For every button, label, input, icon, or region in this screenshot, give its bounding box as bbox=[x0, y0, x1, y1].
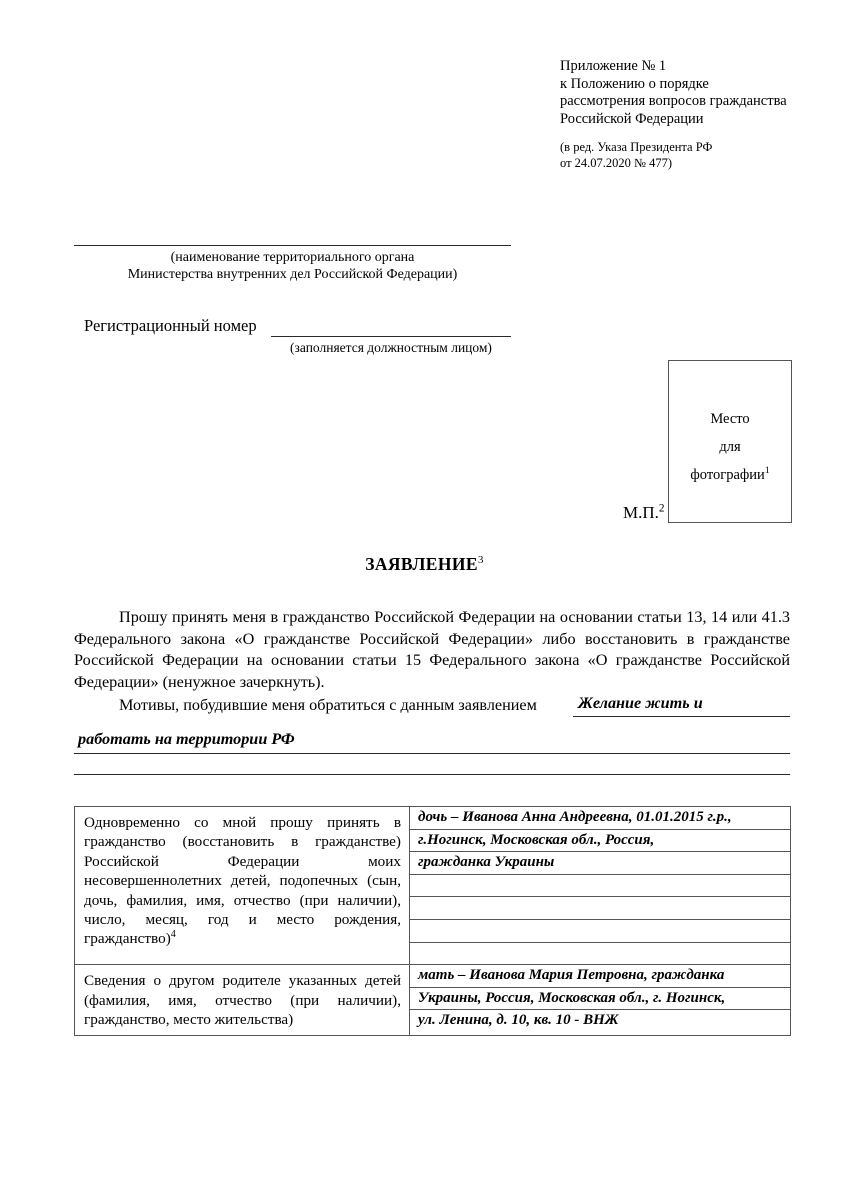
photo-line-3-text: фотографии bbox=[690, 467, 765, 483]
list-item bbox=[410, 807, 790, 829]
minor-children-value-line-5[interactable] bbox=[410, 897, 790, 920]
motives-value-line-2[interactable]: работать на территории РФ bbox=[78, 730, 295, 748]
stamp-footnote-marker: 2 bbox=[658, 502, 665, 515]
other-parent-value-line-1[interactable]: мать – Иванова Мария Петровна, гражданка bbox=[410, 965, 790, 987]
photo-placeholder-box[interactable] bbox=[668, 360, 792, 523]
minor-children-value-line-6[interactable] bbox=[410, 919, 790, 942]
list-item bbox=[410, 965, 790, 987]
list-item bbox=[410, 874, 790, 897]
list-item bbox=[410, 987, 790, 1010]
application-body-paragraph: Прошу принять меня в гражданство Российской Федерации на основании статьи 13, 14 или 41.3 Федерального закона «О гражданстве Российской Федерации» либо восстановить в гражданстве Российской Федерации на основании статьи 15 Федерального закона «О гражданстве Российской Федерации» (ненужное зачеркнуть). bbox=[74, 608, 790, 691]
registration-number-input[interactable] bbox=[271, 336, 511, 337]
other-parent-value-line-2[interactable]: Украины, Россия, Московская обл., г. Ногинск, bbox=[410, 987, 790, 1010]
minor-children-label-cell bbox=[75, 807, 410, 965]
stamp-place-text: М.П. bbox=[623, 503, 659, 522]
document-title-footnote-marker: 3 bbox=[477, 554, 484, 567]
photo-placeholder-text bbox=[669, 405, 791, 489]
motives-label: Мотивы, побудившие меня обратиться с данным заявлением bbox=[119, 696, 537, 714]
minor-children-value-line-4[interactable] bbox=[410, 874, 790, 897]
minor-children-label bbox=[75, 807, 409, 955]
list-item bbox=[410, 1010, 790, 1032]
appendix-edition-line-2: от 24.07.2020 № 477) bbox=[560, 155, 673, 170]
minor-children-value-lines bbox=[410, 807, 790, 964]
minor-children-value-line-2[interactable]: г.Ногинск, Московская обл., Россия, bbox=[410, 829, 790, 852]
appendix-edition-line-1: (в ред. Указа Президента РФ bbox=[560, 140, 713, 154]
organ-name-caption bbox=[74, 249, 511, 283]
other-parent-value-line-3[interactable]: ул. Ленина, д. 10, кв. 10 - ВНЖ bbox=[418, 1012, 619, 1029]
photo-line-2: для bbox=[719, 439, 741, 455]
minor-children-value-line-1[interactable]: дочь – Иванова Анна Андреевна, 01.01.2015 г.р., bbox=[410, 807, 790, 829]
appendix-header bbox=[560, 58, 840, 171]
organ-caption-line-2: Министерства внутренних дел Российской Федерации) bbox=[127, 267, 458, 282]
photo-line-1: Место bbox=[710, 411, 750, 427]
appendix-header-line-4: Российской Федерации bbox=[560, 110, 704, 127]
minor-children-label-text: Одновременно со мной прошу принять в гражданство (восстановить в гражданстве) Российской Федерации моих несовершеннолетних детей, подопечных (сын, дочь, фамилия, имя, отчество (при наличии), число, месяц, год и место рождения, гражданство) bbox=[84, 814, 401, 948]
motives-rule-2 bbox=[74, 753, 790, 754]
registration-number-label: Регистрационный номер bbox=[84, 316, 257, 335]
list-item bbox=[410, 852, 790, 875]
appendix-header-line-1: Приложение № 1 bbox=[560, 58, 667, 74]
other-parent-label: Сведения о другом родителе указанных детей (фамилия, имя, отчество (при наличии), гражданство, место жительства) bbox=[84, 972, 401, 1028]
table-row bbox=[75, 807, 791, 965]
photo-footnote-marker: 1 bbox=[764, 465, 770, 477]
other-parent-label-cell bbox=[75, 965, 410, 1036]
minor-children-value-line-3[interactable]: гражданка Украины bbox=[410, 852, 790, 875]
motives-value-line-1[interactable]: Желание жить и bbox=[578, 694, 703, 712]
registration-number-caption: (заполняется должностным лицом) bbox=[290, 340, 492, 355]
minor-children-value-line-7[interactable] bbox=[410, 942, 790, 964]
table-row bbox=[75, 965, 791, 1036]
children-and-parent-table bbox=[74, 806, 791, 1036]
organ-caption-line-1: (наименование территориального органа bbox=[170, 250, 415, 265]
appendix-header-line-3: рассмотрения вопросов гражданства bbox=[560, 93, 787, 109]
stamp-place-label bbox=[623, 503, 665, 523]
minor-children-footnote-marker: 4 bbox=[170, 929, 176, 941]
appendix-header-line-2: к Положению о порядке bbox=[560, 75, 709, 92]
minor-children-value-cell bbox=[410, 807, 791, 965]
document-title-text: ЗАЯВЛЕНИЕ bbox=[365, 554, 478, 574]
list-item bbox=[410, 919, 790, 942]
other-parent-value-cell bbox=[410, 965, 791, 1036]
organ-name-rule[interactable] bbox=[74, 245, 511, 246]
list-item bbox=[410, 897, 790, 920]
motives-rule-1 bbox=[573, 716, 790, 717]
document-title bbox=[0, 554, 849, 575]
list-item bbox=[410, 829, 790, 852]
motives-rule-3[interactable] bbox=[74, 774, 790, 775]
other-parent-value-lines bbox=[410, 965, 790, 1032]
list-item bbox=[410, 942, 790, 964]
photo-line-3 bbox=[669, 461, 791, 489]
appendix-edition-note bbox=[560, 140, 840, 171]
